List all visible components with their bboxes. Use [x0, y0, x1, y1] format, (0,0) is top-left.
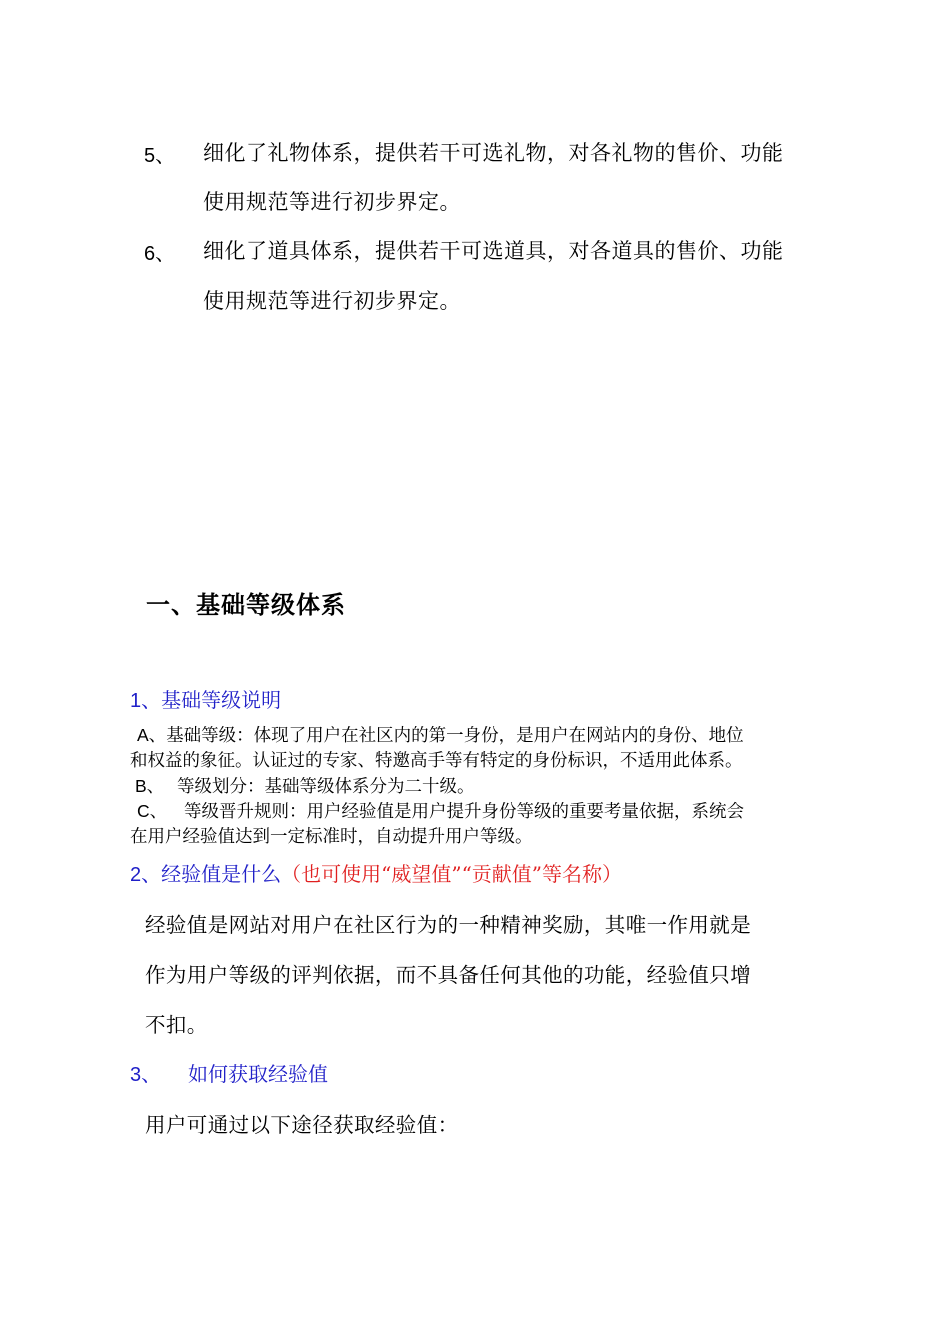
subheading-title: 经验值是什么: [161, 862, 282, 886]
item-text: 等级晋升规则：用户经验值是用户提升身份等级的重要考量依据，系统会: [184, 802, 744, 822]
paragraph-ways: 用户可通过以下途径获取经验值：: [145, 1113, 459, 1137]
item-label: C、: [137, 801, 168, 821]
subheading-title: 基础等级说明: [161, 688, 282, 712]
subheading-number: 3、: [130, 1064, 162, 1086]
list-text-line: 细化了礼物体系，提供若干可选礼物，对各礼物的售价、功能: [203, 141, 784, 165]
item-text-line: 在用户经验值达到一定标准时，自动提升用户等级。: [130, 827, 533, 847]
list-number: 6、: [144, 243, 176, 265]
subheading-1: [130, 684, 281, 713]
section-heading: 一、基础等级体系: [146, 591, 346, 619]
item-label: B、: [135, 776, 165, 796]
subheading-number: 1、: [130, 690, 162, 712]
item-text: 基础等级：体现了用户在社区内的第一身份，是用户在网站内的身份、地位: [166, 726, 744, 746]
paragraph-line: 作为用户等级的评判依据，而不具备任何其他的功能，经验值只增: [145, 963, 752, 987]
subheading-number: 2、: [130, 864, 162, 886]
list-number: 5、: [144, 145, 176, 167]
list-text-line: 细化了道具体系，提供若干可选道具，对各道具的售价、功能: [203, 239, 784, 263]
subheading-note: （也可使用“威望值”“贡献值”等名称）: [281, 862, 623, 886]
list-text-line: 使用规范等进行初步界定。: [203, 289, 461, 313]
item-label: A、: [137, 725, 167, 745]
paragraph-line: 经验值是网站对用户在社区行为的一种精神奖励，其唯一作用就是: [145, 913, 752, 937]
subheading-title: 如何获取经验值: [188, 1062, 328, 1086]
paragraph-line: 不扣。: [145, 1013, 208, 1037]
item-text: 等级划分：基础等级体系分为二十级。: [177, 777, 475, 797]
list-text-line: 使用规范等进行初步界定。: [203, 190, 461, 214]
subheading-2: [130, 858, 622, 887]
item-text-line: 和权益的象征。认证过的专家、特邀高手等有特定的身份标识，不适用此体系。: [130, 751, 743, 771]
